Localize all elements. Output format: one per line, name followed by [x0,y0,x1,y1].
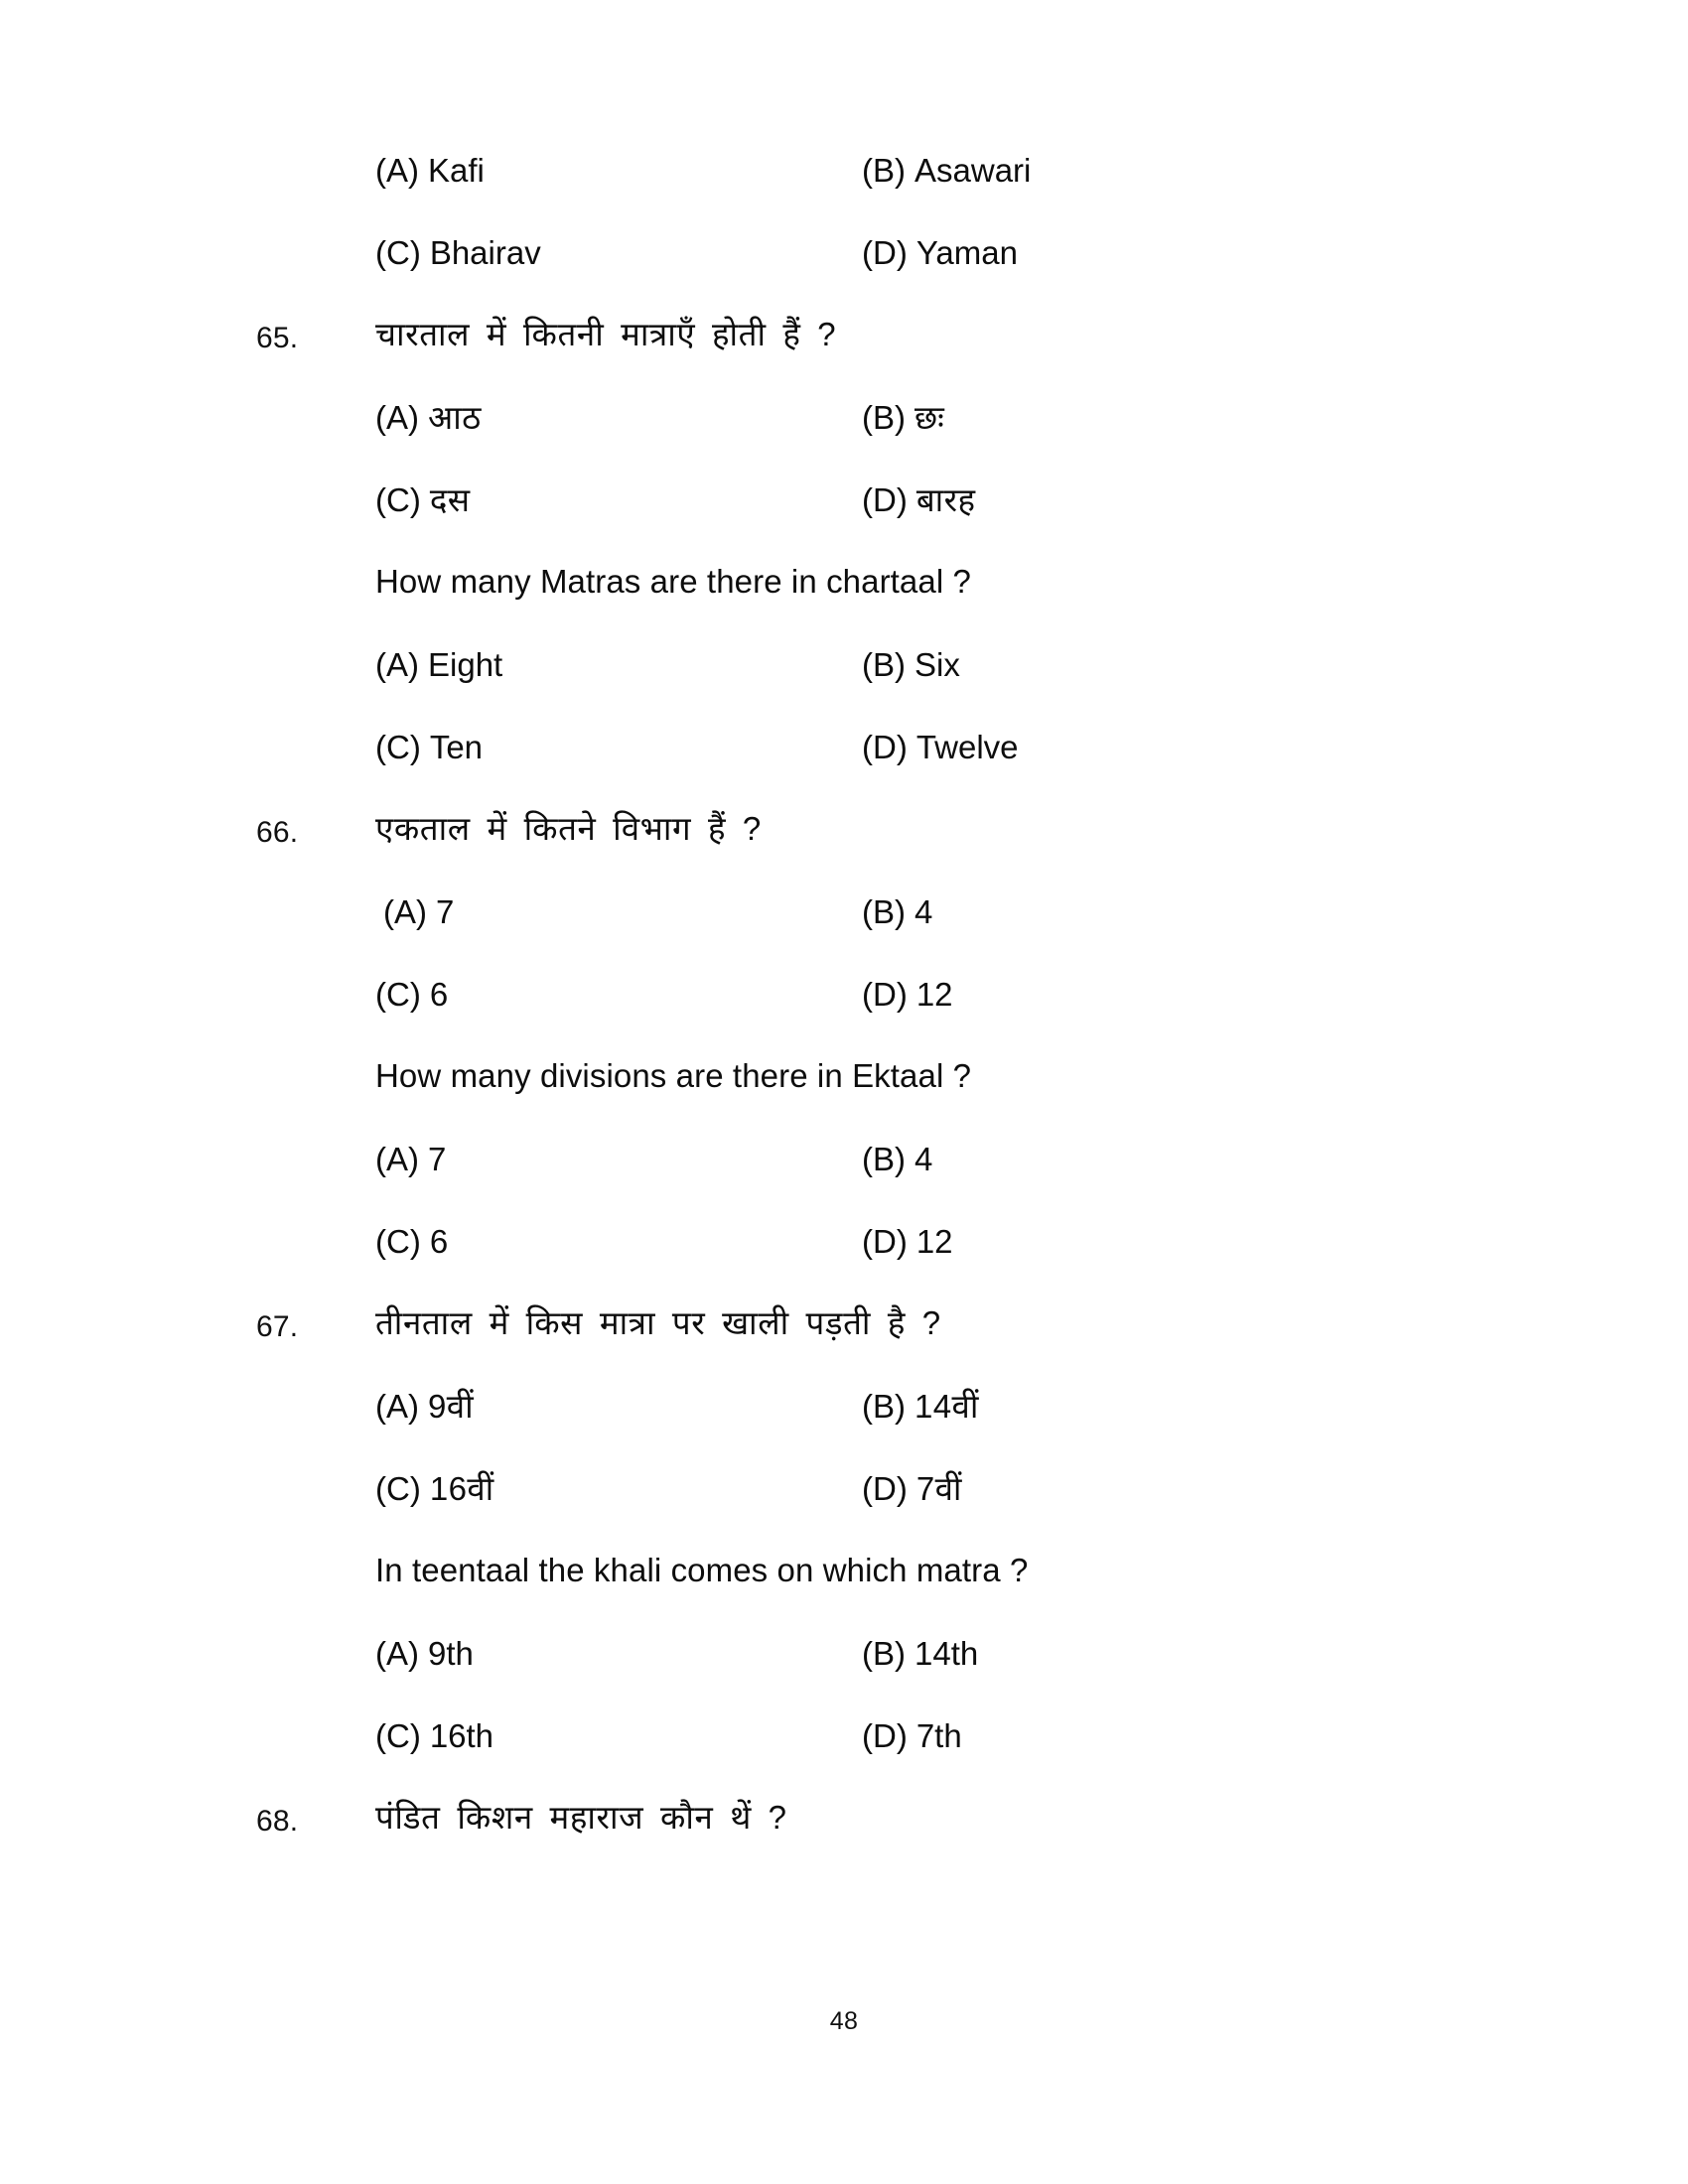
question-text-hindi: एकताल में कितने विभाग हैं ? [375,810,762,847]
option-letter: (D) [862,1470,908,1507]
option-value: Eight [428,646,503,683]
option-a[interactable] [375,1385,474,1429]
question-number: 68. [256,1805,299,1838]
option-letter: (D) [862,1717,908,1754]
option-value: 12 [915,976,953,1013]
option-c[interactable] [375,1714,493,1758]
option-row [0,1630,1688,1712]
option-value: 16th [429,1717,494,1754]
option-value: 7 [436,893,455,930]
question-text-hindi: तीनताल में किस मात्रा पर खाली पड़ती है ? [375,1304,941,1341]
option-a[interactable] [375,643,502,687]
page-content [0,147,1688,1877]
question-number: 67. [256,1310,299,1343]
option-value: Asawari [914,152,1032,189]
option-value: 14वीं [914,1388,979,1425]
option-letter: (B) [862,399,906,436]
option-value: 7th [915,1717,962,1754]
option-value: 9वीं [428,1388,475,1425]
option-d[interactable] [862,973,953,1017]
option-b[interactable] [862,1632,978,1676]
option-value: दस [429,481,471,518]
question-number: 65. [256,322,299,354]
option-value: 6 [429,976,449,1013]
option-value: 7वीं [915,1470,962,1507]
option-c[interactable] [375,973,448,1017]
option-c[interactable] [375,726,483,769]
option-value: 4 [914,1141,933,1177]
option-letter: (A) [375,152,419,189]
option-d[interactable] [862,1220,953,1264]
option-b[interactable] [862,643,960,687]
option-d[interactable] [862,478,975,522]
option-d[interactable] [862,1467,962,1511]
option-row [0,641,1688,724]
option-a[interactable] [375,396,482,440]
option-letter: (B) [862,1388,906,1425]
option-c[interactable] [375,231,541,275]
option-row [0,1465,1688,1548]
question-65-stem-english [0,559,1688,641]
option-letter: (C) [375,1223,421,1260]
option-letter: (C) [375,729,421,765]
option-value: 16वीं [429,1470,494,1507]
option-letter: (B) [862,1635,906,1672]
option-letter: (B) [862,893,906,930]
option-letter: (D) [862,1223,908,1260]
question-text-english: How many divisions are there in Ektaal ? [375,1057,972,1094]
option-b[interactable] [862,149,1031,193]
option-letter: (D) [862,481,908,518]
question-66-stem-english [0,1053,1688,1136]
option-value: Kafi [428,152,485,189]
option-value: 12 [915,1223,953,1260]
question-number: 66. [256,816,299,849]
option-c[interactable] [375,1220,448,1264]
option-value: Yaman [915,234,1018,271]
option-letter: (B) [862,1141,906,1177]
option-letter: (B) [862,152,906,189]
option-b[interactable] [862,890,932,934]
option-letter: (D) [862,729,908,765]
option-letter: (B) [862,646,906,683]
option-letter: (A) [375,1635,419,1672]
option-letter: (C) [375,1470,421,1507]
page-number: 48 [829,2007,859,2035]
option-d[interactable] [862,1714,962,1758]
question-text-hindi: पंडित किशन महाराज कौन थें ? [375,1799,787,1836]
option-letter: (C) [375,234,421,271]
option-row [0,394,1688,477]
option-value: Six [914,646,960,683]
option-a[interactable] [375,149,485,193]
option-value: 9th [428,1635,474,1672]
option-row [0,971,1688,1053]
option-value: 14th [914,1635,979,1672]
option-letter: (D) [862,234,908,271]
question-text-english: In teentaal the khali comes on which matra ? [375,1552,1029,1588]
question-text-hindi: चारताल में कितनी मात्राएँ होती हैं ? [375,316,837,352]
option-value: 4 [914,893,933,930]
option-b[interactable] [862,1138,932,1181]
option-c[interactable] [375,478,470,522]
question-text-english: How many Matras are there in chartaal ? [375,563,971,600]
question-66-stem-hindi [0,806,1688,888]
option-letter: (C) [375,1717,421,1754]
option-row [0,229,1688,312]
option-value: Bhairav [429,234,541,271]
option-row [0,724,1688,806]
option-b[interactable] [862,1385,979,1429]
question-65-stem-hindi [0,312,1688,394]
option-letter: (A) [375,1141,419,1177]
option-row [0,1383,1688,1465]
question-67-stem-hindi [0,1300,1688,1383]
option-row [0,888,1688,971]
option-row [0,1136,1688,1218]
option-value: आठ [428,399,482,436]
option-value: 6 [429,1223,449,1260]
option-d[interactable] [862,231,1018,275]
option-row [0,1218,1688,1300]
option-c[interactable] [375,1467,494,1511]
option-row [0,1712,1688,1795]
question-68-stem-hindi [0,1795,1688,1877]
question-67-stem-english [0,1548,1688,1630]
option-letter: (C) [375,976,421,1013]
option-b[interactable] [862,396,944,440]
option-value: Ten [429,729,484,765]
option-d[interactable] [862,726,1019,769]
option-letter: (A) [383,893,427,930]
option-row [0,477,1688,559]
option-value: Twelve [915,729,1019,765]
option-letter: (A) [375,1388,419,1425]
option-a[interactable] [375,1632,474,1676]
option-letter: (C) [375,481,421,518]
option-value: बारह [915,481,976,518]
option-letter: (D) [862,976,908,1013]
option-letter: (A) [375,646,419,683]
option-letter: (A) [375,399,419,436]
option-value: छः [914,399,945,436]
option-row [0,147,1688,229]
option-value: 7 [428,1141,447,1177]
option-a[interactable] [383,890,454,934]
option-a[interactable] [375,1138,446,1181]
